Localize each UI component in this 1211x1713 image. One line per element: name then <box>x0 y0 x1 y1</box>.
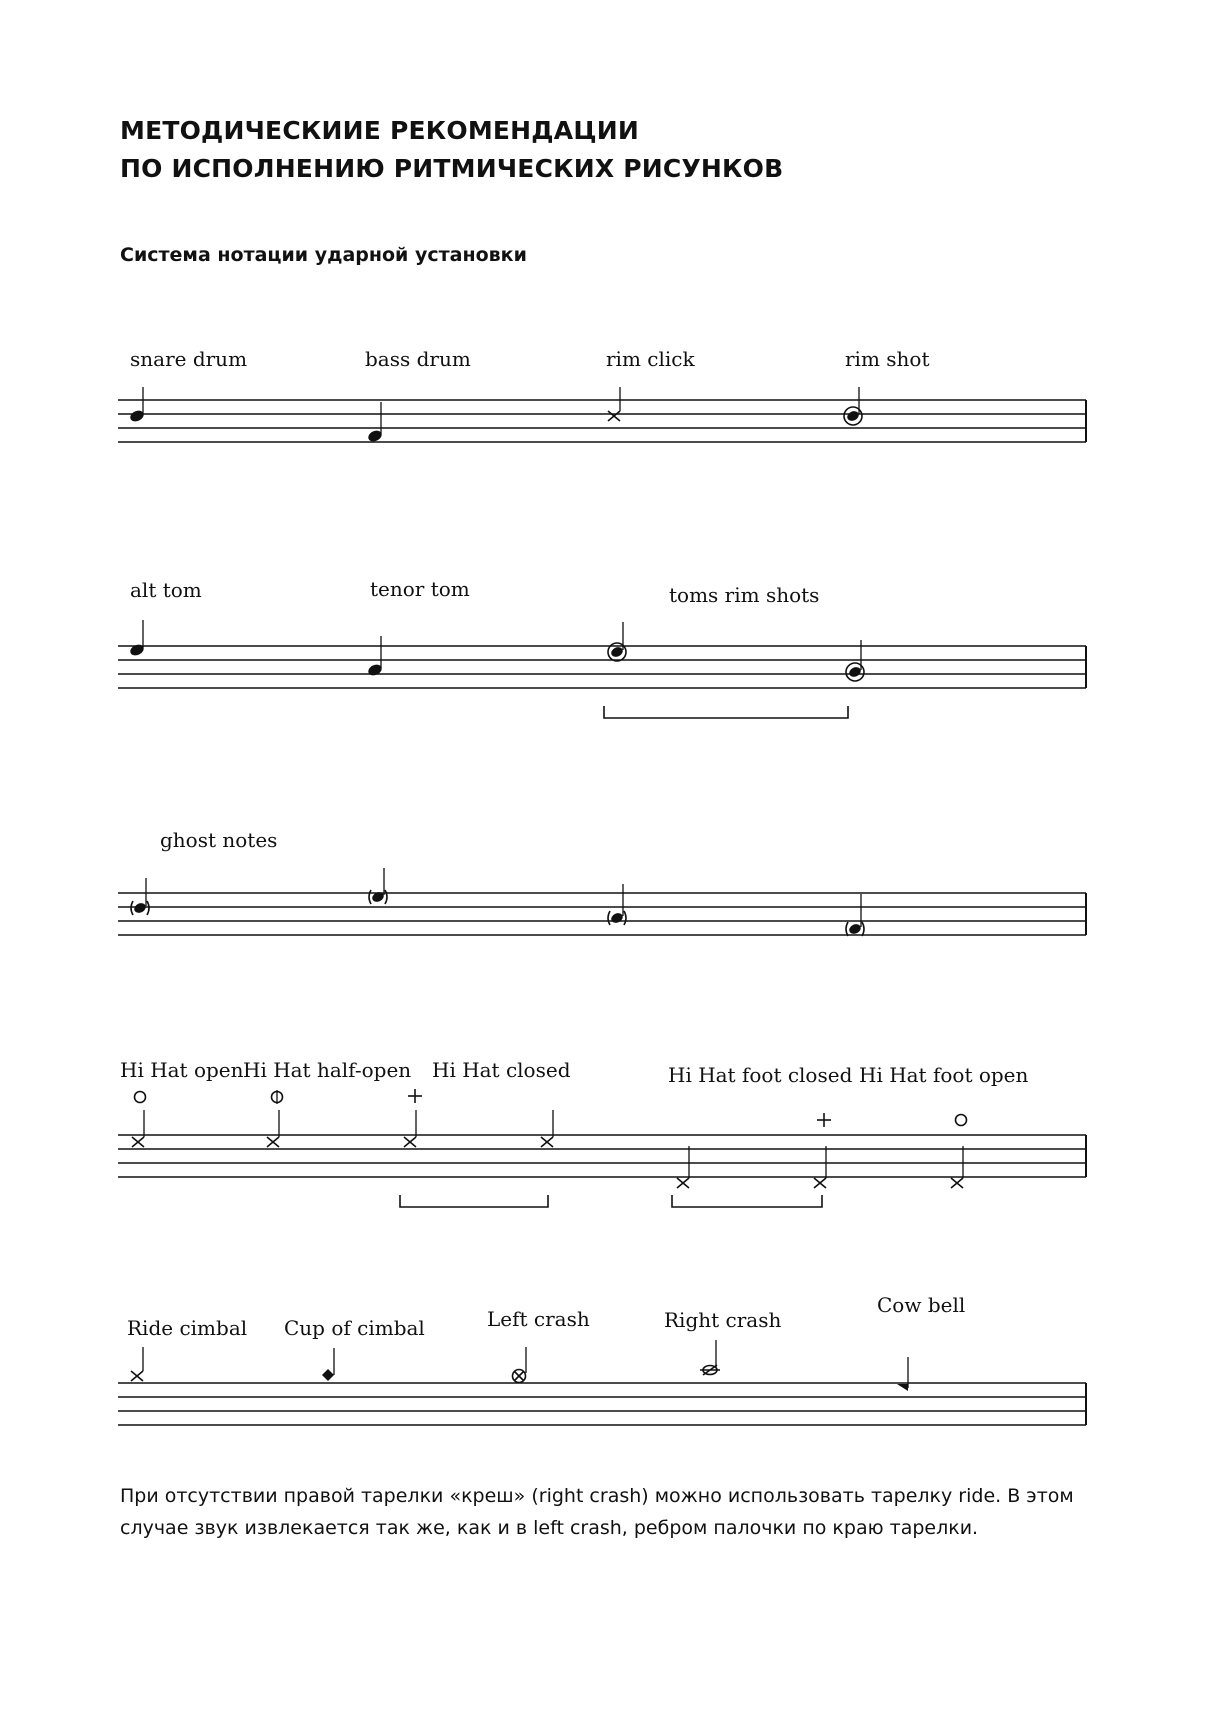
note-alt-tom <box>129 620 146 657</box>
staff-lines <box>118 1383 1086 1425</box>
label-cup-of-cimbal: Cup of cimbal <box>284 1316 425 1340</box>
label-ride-cimbal: Ride cimbal <box>127 1316 248 1340</box>
label-ghost-notes: ghost notes <box>160 828 278 852</box>
explanatory-note: При отсутствии правой тарелки «креш» (right crash) можно использовать тарелку ride. В этом случае звук извлекается так же, как и в left crash, ребром палочки по краю тарелки. <box>120 1485 1074 1539</box>
note-ride-cimbal <box>131 1347 143 1381</box>
label-hi-hat-closed: Hi Hat closed <box>432 1058 571 1082</box>
note-snare-drum <box>129 387 146 423</box>
staff-row-5 <box>118 1293 1086 1425</box>
note-hi-hat-closed <box>404 1089 422 1147</box>
staff-row-4 <box>118 1058 1086 1207</box>
section-subtitle: Система нотации ударной установки <box>120 244 527 266</box>
staff-row-2 <box>118 577 1086 718</box>
staff-lines <box>118 1135 1086 1177</box>
note-bass-drum <box>367 402 384 443</box>
label-right-crash: Right crash <box>664 1308 782 1332</box>
note-cow-bell <box>897 1357 908 1391</box>
note-hi-hat-half-open <box>267 1090 283 1147</box>
page-title-line-1: МЕТОДИЧЕСКИИЕ РЕКОМЕНДАЦИИ <box>120 116 639 145</box>
staff-lines <box>118 646 1086 688</box>
label-hi-hat-open: Hi Hat open <box>120 1058 244 1082</box>
label-tenor-tom: tenor tom <box>370 577 470 601</box>
note-hi-hat-closed-plain <box>541 1110 553 1147</box>
note-left-crash <box>513 1347 527 1383</box>
label-hi-hat-foot-open: Hi Hat foot open <box>859 1063 1029 1087</box>
label-cow-bell: Cow bell <box>877 1293 966 1317</box>
label-toms-rim-shots: toms rim shots <box>669 583 820 607</box>
label-rim-click: rim click <box>606 347 695 371</box>
note-right-crash <box>700 1340 720 1375</box>
label-bass-drum: bass drum <box>365 347 471 371</box>
note-hi-hat-foot-closed <box>677 1146 689 1188</box>
note-cup-of-cimbal <box>322 1348 334 1381</box>
note-rim-click <box>608 387 620 421</box>
page-title-line-2: ПО ИСПОЛНЕНИЮ РИТМИЧЕСКИХ РИСУНКОВ <box>120 154 784 183</box>
group-bracket-hi-hat-foot <box>672 1195 822 1207</box>
staff-lines <box>118 893 1086 935</box>
label-left-crash: Left crash <box>487 1307 590 1331</box>
staff-row-1 <box>118 347 1086 443</box>
note-alt-tom-rim-shot <box>608 622 626 661</box>
group-bracket-hi-hat-closed <box>400 1195 548 1207</box>
ghost-note-bass-drum <box>846 894 864 936</box>
note-hi-hat-open <box>132 1092 146 1148</box>
ghost-note-snare <box>131 878 149 915</box>
label-hi-hat-half-open: Hi Hat half-open <box>243 1058 412 1082</box>
group-bracket <box>604 706 848 718</box>
ghost-note-alt-tom <box>369 868 387 904</box>
note-rim-shot <box>844 387 862 425</box>
label-rim-shot: rim shot <box>845 347 930 371</box>
staff-row-3 <box>118 828 1086 936</box>
label-alt-tom: alt tom <box>130 578 202 602</box>
staff-lines <box>118 400 1086 442</box>
label-snare-drum: snare drum <box>130 347 248 371</box>
note-tenor-tom <box>367 636 384 677</box>
ghost-note-tenor-tom <box>608 884 626 925</box>
label-hi-hat-foot-closed: Hi Hat foot closed <box>668 1063 853 1087</box>
